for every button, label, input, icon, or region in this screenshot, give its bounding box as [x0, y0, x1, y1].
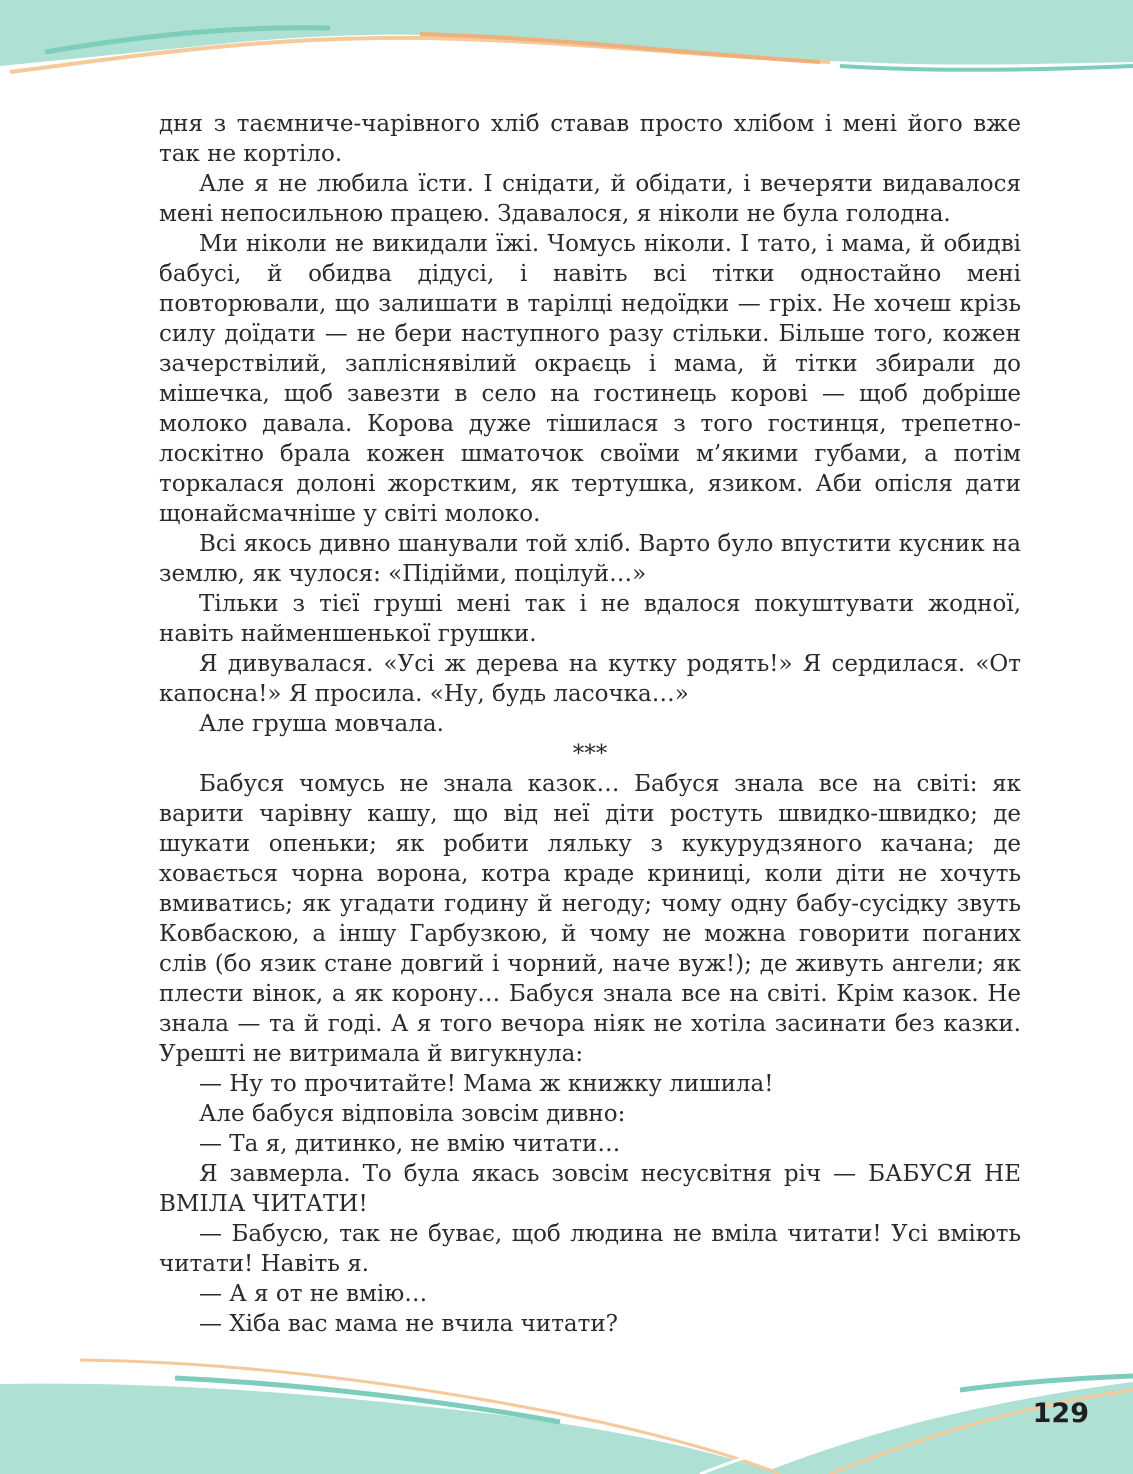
dialogue-line: — Ну то прочитайте! Мама ж книжку лишила!: [199, 1071, 774, 1097]
section-separator: ***: [572, 741, 608, 767]
paragraph: дня з таємниче-чарівного хліб ставав просто хлібом і мені його вже так не кортіло.: [159, 111, 1021, 167]
paragraph: Але бабуся відповіла зовсім дивно:: [199, 1101, 626, 1127]
dialogue-line: — Хіба вас мама не вчила читати?: [199, 1311, 619, 1337]
dialogue-line: — А я от не вмію…: [199, 1281, 428, 1307]
dialogue-line: — Бабусю, так не буває, щоб людина не вміла читати! Усі вміють читати! Навіть я.: [159, 1221, 1021, 1277]
paragraph: Я завмерла. То була якась зовсім несусвітня річ — БАБУСЯ НЕ ВМІЛА ЧИТАТИ!: [159, 1161, 1021, 1217]
bottom-wave-decoration: [0, 1354, 1133, 1474]
paragraph: Але я не любила їсти. І снідати, й обідати, і вечеряти видавалося мені непосильною працею. Здавалося, я ніколи не була голодна.: [159, 171, 1021, 227]
paragraph: Тільки з тієї груші мені так і не вдалося покуштувати жодної, навіть найменшенької грушки.: [159, 591, 1021, 647]
paragraph: Бабуся чомусь не знала казок… Бабуся знала все на світі: як варити чарівну кашу, що від неї діти ростуть швидко-швидко; де шукати опеньки; як робити ляльку з кукурудзяного качана; де ховається чорна ворона, котра краде криниці, коли діти не хочуть вмиватись; як угадати годину й негоду; чому одну бабу-сусідку звуть Ковбаскою, а іншу Гарбузкою, й чому не можна говорити поганих слів (бо язик стане довгий і чорний, наче вуж!); де живуть ангели; як плести вінок, а як корону… Бабуся знала все на світі. Крім казок. Не знала — та й годі. А я того вечора ніяк не хотіла засинати без казки. Урешті не витримала й вигукнула:: [159, 771, 1021, 1067]
top-wave-decoration: [0, 0, 1133, 90]
paragraph: Ми ніколи не викидали їжі. Чомусь ніколи. І тато, і мама, й обидві бабусі, й обидва дідусі, і навіть всі тітки одностайно мені повторювали, що залишати в тарілці недоїдки — гріх. Не хочеш крізь силу доїдати — не бери наступного разу стільки. Більше того, кожен зачерствілий, запліснявілий окраєць і мама, й тітки збирали до мішечка, щоб завезти в село на гостинець корові — щоб добріше молоко давала. Корова дуже тішилася з того гостинця, трепетно-лоскітно брала кожен шматочок своїми м’якими губами, а потім торкалася долоні жорстким, як тертушка, язиком. Аби опісля дати щонайсмачніше у світі молоко.: [159, 231, 1021, 527]
paragraph: Всі якось дивно шанували той хліб. Варто було впустити кусник на землю, як чулося: «Підійми, поцілуй…»: [159, 531, 1021, 587]
dialogue-line: — Та я, дитинко, не вмію читати…: [199, 1131, 621, 1157]
paragraph: Я дивувалася. «Усі ж дерева на кутку родять!» Я сердилася. «От капосна!» Я просила. «Ну, будь ласочка…»: [159, 651, 1021, 707]
paragraph: Але груша мовчала.: [199, 711, 444, 737]
story-text: [159, 109, 1021, 1339]
page-number: 129: [1032, 1398, 1089, 1429]
